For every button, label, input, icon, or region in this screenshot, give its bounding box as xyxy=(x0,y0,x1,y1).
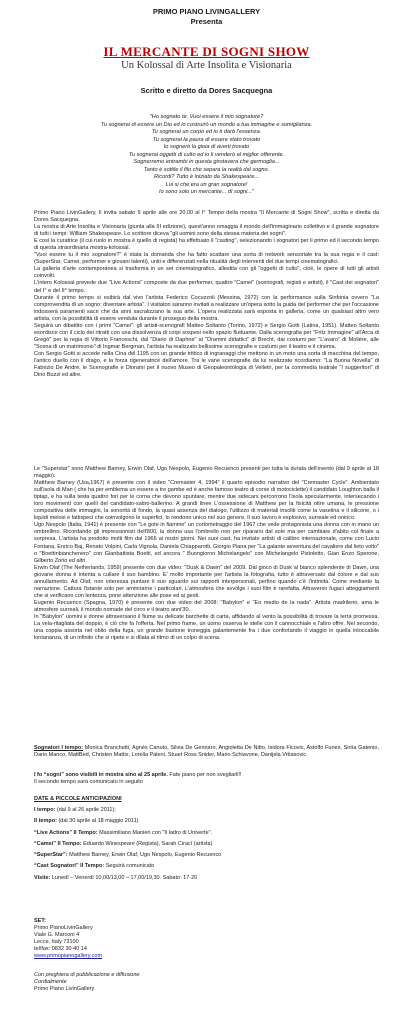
intro-paragraph: Primo Piano LivinGallery, lì invita sabato 9 aprile alle ore 20,00 al I° Tempo della mostra "Il Mercante di Sogni Show", scritta e diretta da Dores Sacquegna. xyxy=(34,210,379,224)
superstar-paragraph: Matthew Barney (Usa,1967) è presente con il video "Cremaster 4, 1994" il quarto episodio narrativo del "Cremaster Cycle". Ambientato sull'isola di Man ( che ha per emblema un essere a tre gambe ed è anche famoso teatro di corse di motociclette) il candidato Loughton balla il tiptap, e ha sulla testa quattro fori per le corna che devono spuntare, mentre due sidecars percorrono l'isola specularmente, intersecando i loro movimenti con quelli del candidato-satiro-ballerino. A grandi linee L'ossessione di Matthew per la fisicità oltre umana, le pressione compositiva delle immagini, la sonorità di fondo, la quasi assenza del dialogo, l'utilizzo di materiali insoliti come la vaselina e il silicone, o i liquidi melosi e fattispeci che coinvolgono le superfici, lo rendono unico nel suo genere. Il suo lavoro è esplosivo, surreale ed onirico. xyxy=(34,480,379,522)
closing-highlight: I fo “sogni” sono visibili in mostra sino al 25 aprile. xyxy=(34,772,168,778)
presenta-label: Presenta xyxy=(190,17,223,26)
intro-paragraph: La galleria d'arte contemporanea si trasforma in un set cinematografico, allestita con gli "oggetti di culto", cioè, le opere di tutti gli artisti coinvolti. xyxy=(34,266,379,280)
poem-line: Tanto è sottile il filo che separa la realtà dal sogno. xyxy=(143,166,270,173)
show-subtitle: Un Kolossal di Arte Insolita e Visionaria xyxy=(121,60,292,71)
date-item: “Live Actions” II Tempo: Massimiliano Manieri con "Il ladro di Univerte". xyxy=(34,829,213,836)
date-item: “Camei” II Tempo: Eduardo Winespeare (Regista), Sarah Ciracì (artista) xyxy=(34,840,213,847)
intro-paragraph: Con Sergio Gotti si accede nella Cina del 1195 con un grande trittico di ingranaggi che mettono in un moto una sorta di macchina del tempo, l'antico duello con il drago, e la forza rigeneratrice dell'amore. Tra le vane scenografie da lui realizzate ricordiamo: "La Buona Novella" di Fabrizio De André, le Scenografie e Diorami per il nuovo Museo di Geopaleontologia di Velletri, per la commedia teatrale "I suggeritori" di Dino Buzzi ed altre. xyxy=(34,350,379,379)
gallery-heading: PRIMO PIANO LIVINGALLERY xyxy=(152,7,261,16)
date-item: “SuperStar”: Matthew Barney, Erwin Olaf, Ugo Nespolo, Eugenio Recuenco xyxy=(34,852,222,859)
poem-line: Tu sognerai di essere un Dio ed io costruirò un mondo a tua immagine e somiglianza. xyxy=(100,121,313,128)
intro-section xyxy=(34,210,379,379)
address-line: Viale G. Marconi 4 xyxy=(34,932,80,939)
date-item: I tempo: (dal 9 al 26 aprile 2011); xyxy=(34,807,116,814)
address-line: tel/fax: 0832 30 40 14 xyxy=(34,946,87,953)
address-line: Primo PianoLivinGallery xyxy=(34,925,93,932)
dates-heading: DATE & PICCOLE ANTICIPAZIONI xyxy=(34,796,122,802)
superstar-paragraph: Ugo Nespolo (Italia, 1941) è presente con "Le gote in fiamme" un cortometraggio del 1967 che vede protagonista una donna con in mano un ombrellino. Ricordando gli impressionisti dell'800, la donna usa l'ombrello non per ripararsi dal sole ma per cambiare d'abito col finale a sorpresa. L'artista ha prodotto molti film dal 1966 ai nostri giorni. Nei suoi cast, ha invitato artisti di calibro internazionale, come con Lucio Fontana, Enrico Baj, Renato Volpini, Carla Vignola, Daniela Chiapparotti, Giorgio Piana per "La galante avventura del cavaliere dal lieto volto" o "Boettinbianchenero" con Gianbattista Boetti, ed ancora " Buongiorno Michelangelo" con Michelangelo Pistoletto, Gian Enzo Sperone, Gilberto Zorio ed altri. xyxy=(34,522,379,564)
closing-rest: Fate piano per non svegliarli!! xyxy=(167,772,242,778)
superstar-paragraph: Le "Superstar" sono Matthew Barney, Erwin Olaf, Ugo Nespolo, Eugenio Recuenco presenti per tutta la durata dell'evento (dal 9 aprile al 18 maggio). xyxy=(34,466,379,480)
superstar-section xyxy=(34,466,379,642)
closing-section xyxy=(34,772,379,786)
poem-line: Io sognerò la gioia di averti trovato xyxy=(163,144,250,151)
poem-line: Sognerremo entrambi in questa girotavera che germoglia... xyxy=(133,159,280,166)
sognatori-label: Sognatori I tempo: xyxy=(34,745,84,751)
visits-line: Visite: Lunedì – Venerdì 10,00/13,00 – 17,00/19,30. Sabato: 17-20 xyxy=(34,874,198,881)
intro-paragraph: La mostra di Arte Insolita e Visionaria (giunta alla III edizione), quest'anno omaggia il mondo dell'immaginario collettivo e il grande sognatore di tutti i tempi: William Shakespeare. Lo scrittore diceva "gli uomini sono della stessa materia dei sogni". xyxy=(34,224,379,238)
set-section xyxy=(34,918,379,960)
byline: Scritto e diretto da Dores Sacquegna xyxy=(140,86,273,95)
footer-line: Cordialmente xyxy=(34,979,67,986)
intro-paragraph: L'intero Kolossal prevede due "Live Actions" composte da due performer, quattro "Camei" (scenografi, registi e artisti), il "Cast dei sognatori" del I° e del II° tempo. xyxy=(34,280,379,294)
poem-line: Ricordi? Tutto è iniziato da Shakespeare... xyxy=(154,174,259,181)
sognatori-names: Monica Branchetti, Agnès Canuto, Silvia De Gennaro, Angioletta De Nitto, Isidora Ficovic, Astolfo Funes, Sirria Gatenio, Dario Manco, MattBed, Christen Mattix, Lorella Paleni, Stuart Ross Snider, Mario Schiavone, Danijela Vrbasovic. xyxy=(34,745,379,759)
set-label: SET: xyxy=(34,918,46,924)
dates-section xyxy=(34,796,379,882)
closing-note: Il secondo tempo sarà comunicato in seguito xyxy=(34,779,143,786)
superstar-paragraph: Eugenio Recuenco (Spagna, 1970) è presente con due video del 2008: "Babylon" e "En medio de la nada". Artista madrileno, ama le atmosfere surreali, il mondo nomade del circo e il teatro anni'30. xyxy=(34,599,379,613)
poem-line: Tu sognerai oggetti di culto ed io li venderò al miglior offerente. xyxy=(128,151,285,158)
poem-quote xyxy=(40,114,373,197)
website-link[interactable]: www.primopianogallery.com xyxy=(34,953,103,960)
poem-line: Tu sognerai la paura di essere stato trovato xyxy=(152,136,261,143)
intro-paragraph: Durante il primo tempo si esibirà dal vivo l'artista Federico Cocuzzoli (Messina, 1972) con la performance sulla Sinfonia ovvero "La comprovendita di un sogno: diventare artista". I visitatori saranno invitati a realizzare un'opera sotto la guida del performer che per l'occasione indosserà paramenti sacri che da anni sacralizzano la sua arte. L'opera realizzata sarà esposta in galleria, come un qualsiasi altro vero artista, con la possibilità di essere venduta durante il proseguo della mostra. xyxy=(34,294,379,322)
intro-paragraph: E così la curatrice (il cui ruolo in mostra è quello di regista) ha effettuato il "casting", selezionando i sognatori per il primo ed il secondo tempo di questa straordinaria mostra-kolossal. xyxy=(34,238,379,252)
footer-section xyxy=(34,972,379,993)
date-item: II tempo: (dal 30 aprile al 18 maggio 2011) xyxy=(34,818,139,825)
footer-line: Primo Piano LivinGallery xyxy=(34,986,95,993)
footer-line: Con preghiera di pubblicazione e diffusione xyxy=(34,972,140,978)
sognatori-section xyxy=(34,745,379,759)
poem-line: "Ho sognato te. Vuoi essere il mio sognatore? xyxy=(149,114,264,120)
superstar-paragraph: In "Babylon" uomini e donne attraversano il fiume su delicate barchette di carta, affidando al vento la possibilità di trovare la terra promessa. La vela-ritagliata del doppio, è ciò che fa l'offerta. Nel primo frame, un uomo osserva le stelle con il cannocchiale e l'altro offre. Nel secondo, una coppia assorta nel oblio della fuga, un grande bastone troneggia galantemente fra i due confortando il viaggio in quella intoccabile lontananza, di un infinito che si ripete e si dilata al ritmo di un colpo di scena. xyxy=(34,613,379,642)
poem-line: Tu sognerai un corpo ed io ti darò l'essenza. xyxy=(151,129,262,136)
poem-line: Lui si che era un gran sognatore! xyxy=(165,181,248,188)
address-line: Lecce, Italy 73100 xyxy=(34,939,79,946)
show-title: IL MERCANTE DI SOGNI SHOW xyxy=(103,44,310,59)
date-item: “Cast Sognatori” II Tempo: Seguirà comunicato xyxy=(34,863,155,870)
intro-paragraph: Seguirà un dibattito con i primi "Camei": gli artisti-scenografi Matteo Soltanto (Torino, 1972) e Sergio Gotti (Latina, 1951). Matteo Soltanto esordisce con il ciclo dei ritratti con una dissolvenza di corpi sospesi nello spazio fluttuante. Dalla scenografia per "Fritz Immagine" all'Arca di Gregò" per la regia di Vittorio Franceschi, dal "Diario di Daphne" al "Drammi didattici" di Brecht, dai costumi per "L'avaro" di Molière, alle "Scena di un matrimonio" di Ingmar Bergman, l'artista ha realizzato bellissime scenografie e costumi per il teatro e il cinema. xyxy=(34,322,379,350)
poem-line: Io sono solo un mercante... di sogni..." xyxy=(159,189,254,196)
superstar-paragraph: Erwin Olaf (The Netherlands, 1959) presente con due video: "Dusk & Dawn" del 2009. Dal gioco di Dusk al bianco splendente di Dawn, una giovane donna è intenta a cullare il suo bambino. E' molto importante per l'artista la fotografia, tutto è attraversato dal colore e dal suo annullamento. Ad Olaf, non interessa puntare il suo sguardo sui rapporti interpersonali, perfino quando c'è l'intimità. Come mediante la narrazione. Cattura l'istante solo per ammirarne i particolari. L'atmosfera che avvolge i suoi film è rarefatta. Attraverso fugaci atteggiamenti che si verificano con lentezza, pone attenzione alle pose ed ai gesti. xyxy=(34,564,379,599)
intro-paragraph: "Vuoi essere tu il mio sognatore?" è stata la domanda che ha fatto scattare una sorta di network sensoriale tra la sua regia e il cast: (SuperStar, Camei, performer e giovani talenti), uniti e differenziati nella ritualità degli interventi del due tempi cinematografici. xyxy=(34,252,379,266)
